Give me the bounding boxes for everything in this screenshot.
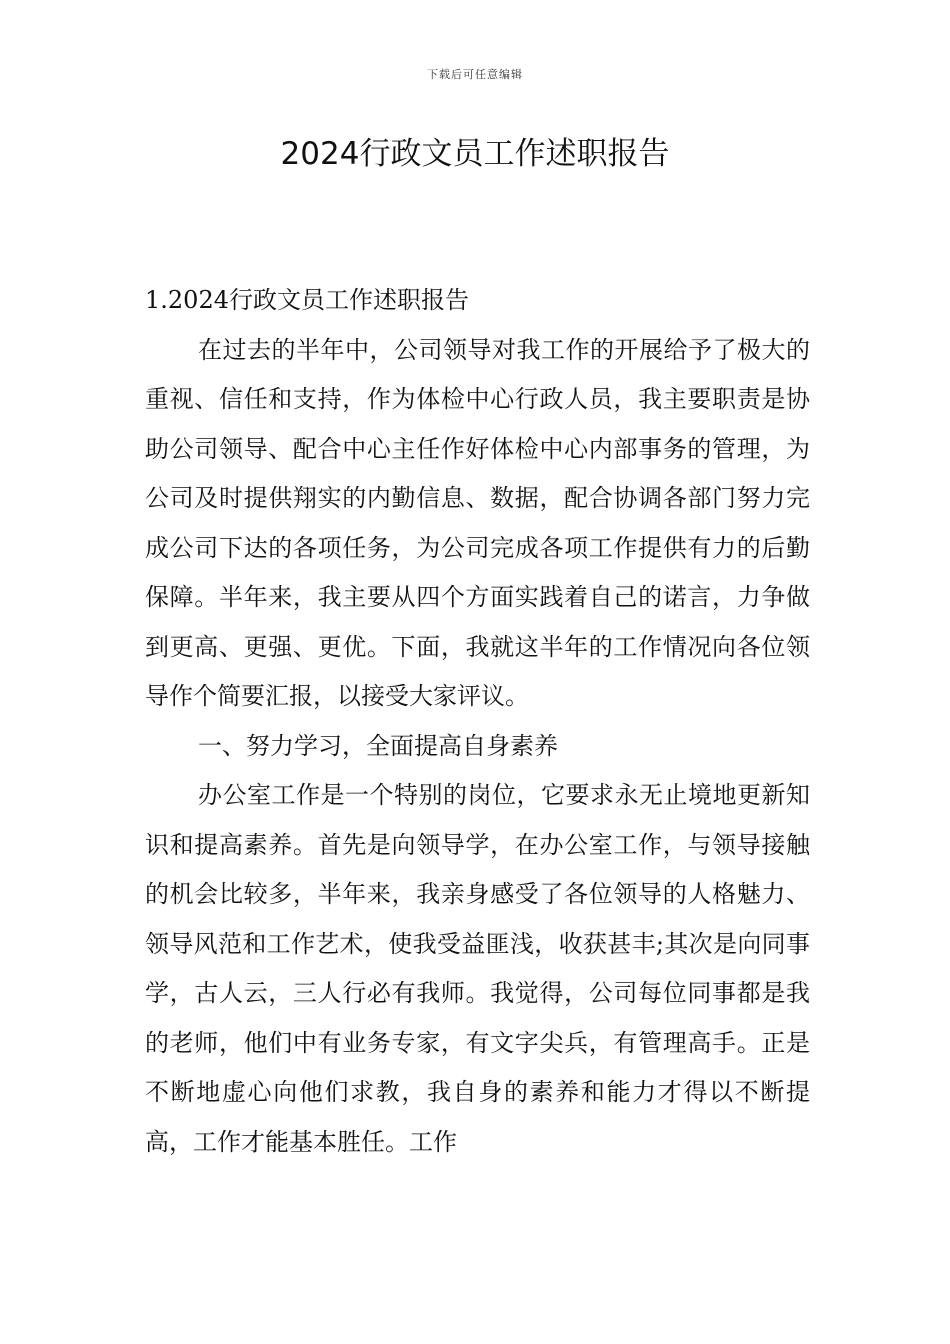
subheading-study: 一、努力学习，全面提高自身素养 — [198, 731, 558, 760]
section-heading: 1.2024行政文员工作述职报告 — [145, 286, 469, 314]
document-title: 2024行政文员工作述职报告 — [280, 136, 670, 172]
paragraph-study: 办公室工作是一个特别的岗位，它要求永无止境地更新知识和提高素养。首先是向领导学，在办公室工作，与领导接触的机会比较多，半年来，我亲身感受了各位领导的人格魅力、领导风范和工作艺术，使我受益匪浅，收获甚丰;其次是向同事学，古人云，三人行必有我师。我觉得，公司每位同事都是我的老师，他们中有业务专家，有文字尖兵，有管理高手。正是不断地虚心向他们求教，我自身的素养和能力才得以不断提高，工作才能基本胜任。工作 — [145, 781, 810, 1156]
document-body — [145, 276, 810, 1167]
paragraph-intro: 在过去的半年中，公司领导对我工作的开展给予了极大的重视、信任和支持，作为体检中心行政人员，我主要职责是协助公司领导、配合中心主任作好体检中心内部事务的管理，为公司及时提供翔实的内勤信息、数据，配合协调各部门努力完成公司下达的各项任务，为公司完成各项工作提供有力的后勤保障。半年来，我主要从四个方面实践着自己的诺言，力争做到更高、更强、更优。下面，我就这半年的工作情况向各位领导作个简要汇报，以接受大家评议。 — [145, 335, 810, 710]
header-note: 下载后可任意编辑 — [427, 68, 523, 81]
